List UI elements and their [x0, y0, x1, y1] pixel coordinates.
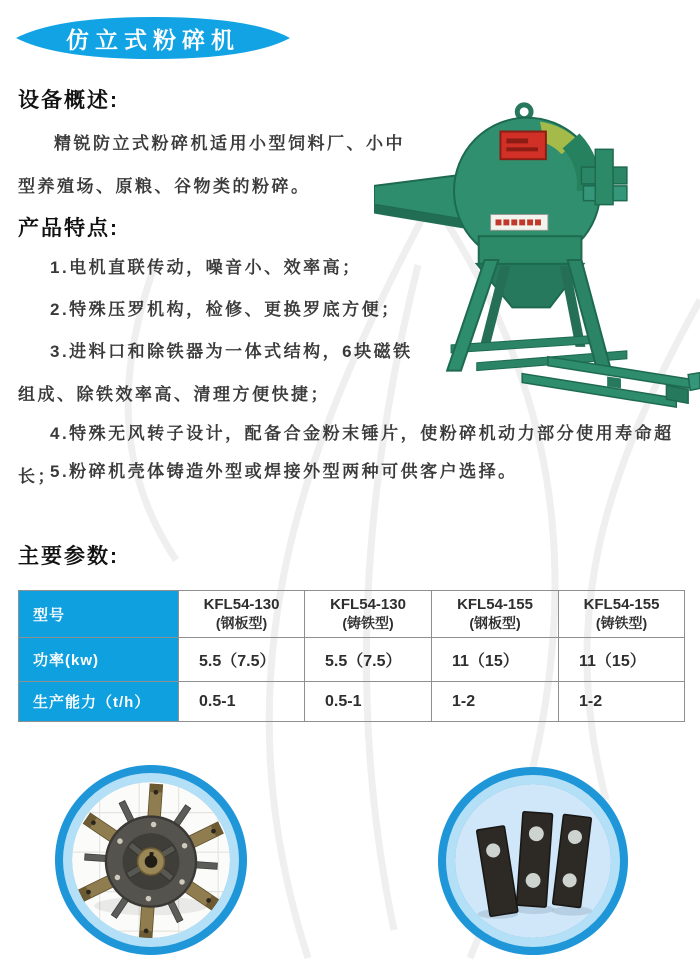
model-header-2: KFL54-130 (铸铁型): [305, 591, 432, 638]
power-value-2: 5.5（7.5）: [305, 638, 432, 682]
row-label-model: 型号: [19, 591, 179, 638]
model-header-4: KFL54-155 (铸铁型): [559, 591, 685, 638]
hammer-plates-image: [454, 783, 612, 939]
capacity-value-3: 1-2: [432, 682, 559, 722]
model-header-1: KFL54-130 (钢板型): [179, 591, 305, 638]
machine-red-label: [500, 132, 545, 160]
crusher-machine-photo: [374, 90, 700, 422]
page-title: 仿立式粉碎机: [66, 26, 240, 53]
power-value-1: 5.5（7.5）: [179, 638, 305, 682]
feature-item-1: 1.电机直联传动，噪音小、效率高；: [50, 258, 362, 277]
row-label-power: 功率(kw): [19, 638, 179, 682]
capacity-value-1: 0.5-1: [179, 682, 305, 722]
parameters-heading: 主要参数:: [18, 545, 119, 568]
rotor-image: [71, 781, 231, 939]
machine-eyelet: [517, 105, 531, 119]
power-value-3: 11（15）: [432, 638, 559, 682]
overview-body: 精锐防立式粉碎机适用小型饲料厂、小中型养殖场、原粮、谷物类的粉碎。: [18, 134, 405, 196]
feature-item-2: 2.特殊压罗机构，检修、更换罗底方便；: [50, 300, 401, 319]
capacity-value-2: 0.5-1: [305, 682, 432, 722]
overview-heading: 设备概述:: [18, 89, 119, 112]
table-row-model: [19, 591, 685, 638]
feature-item-4: 4.特殊无风转子设计，配备合金粉末锤片，使粉碎机动力部分使用寿命超长；: [18, 424, 674, 486]
parameters-table: [18, 590, 685, 722]
feature-item-3: 3.进料口和除铁器为一体式结构，6块磁铁组成、除铁效率高、清理方便快捷；: [18, 342, 413, 404]
model-header-3: KFL54-155 (钢板型): [432, 591, 559, 638]
feature-item-5: 5.粉碎机壳体铸造外型或焊接外型两种可供客户选择。: [50, 462, 518, 481]
features-heading: 产品特点:: [18, 217, 119, 240]
capacity-value-4: 1-2: [559, 682, 685, 722]
table-row-capacity: [19, 682, 685, 722]
row-label-capacity: 生产能力（t/h）: [19, 682, 179, 722]
rotor-detail-photo: [55, 765, 247, 955]
table-row-power: [19, 638, 685, 682]
power-value-4: 11（15）: [559, 638, 685, 682]
hammer-plates-detail-photo: [438, 767, 628, 955]
page-title-banner: [15, 16, 291, 60]
